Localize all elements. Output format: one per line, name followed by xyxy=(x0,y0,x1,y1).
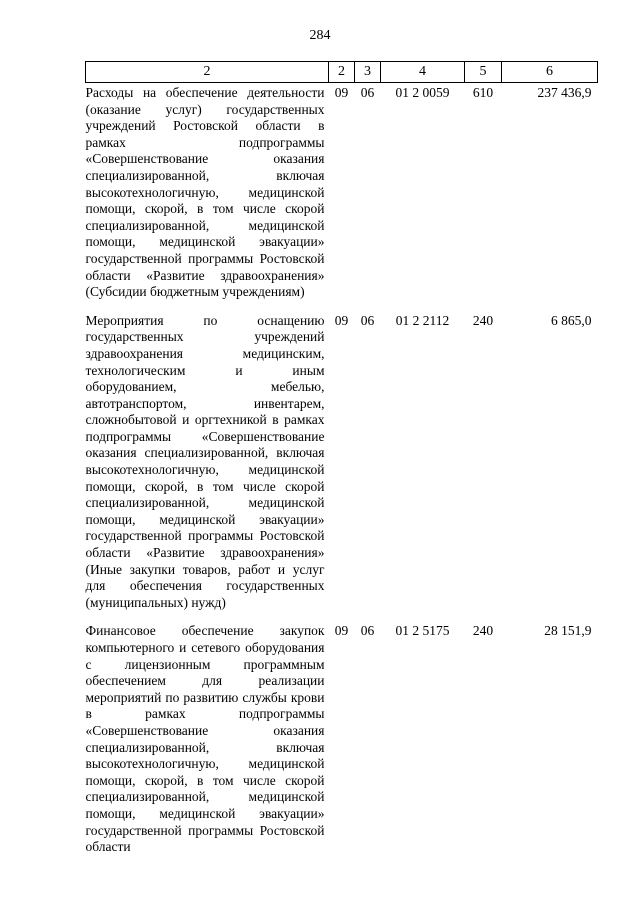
table-row xyxy=(86,83,598,303)
page-number: 284 xyxy=(309,28,331,43)
table-row xyxy=(86,311,598,614)
row-csr: 01 2 5175 xyxy=(395,623,450,639)
row-amount: 28 151,9 xyxy=(544,623,592,639)
row-description: Расходы на обеспечение деятельности (оказание услуг) государственных учреждений Ростовской области в рамках подпрограммы «Совершенствование оказания специализированной, включая высокотехнологичную, медицинской помощи, скорой, в том числе скорой специализированной, медицинской помощи, медицинской эвакуации» государственной программы Ростовской области «Развитие здравоохранения» (Субсидии бюджетным учреждениям) xyxy=(85,85,325,300)
table-header-row xyxy=(86,62,598,83)
header-col-description: 2 xyxy=(86,62,329,83)
row-vr: 240 xyxy=(472,312,494,328)
header-col-rz: 2 xyxy=(329,62,355,83)
row-amount: 237 436,9 xyxy=(537,85,592,100)
row-spacer xyxy=(86,303,598,311)
row-csr: 01 2 2112 xyxy=(395,312,450,328)
row-description: Мероприятия по оснащению государственных учреждений здравоохранения медицинским, технологическим и иным оборудованием, мебелью, автотранспортом, инвентарем, сложнобытовой и оргтехникой в рамках подпрограммы «Совершенствование оказания специализированной, включая высокотехнологичную, медицинской помощи, скорой, в том числе скорой специализированной, медицинской помощи, медицинской эвакуации» государственной программы Ростовской области «Развитие здравоохранения» (Иные закупки товаров, работ и услуг для обеспечения государственных (муниципальных) нужд) xyxy=(85,312,325,610)
row-rz: 09 xyxy=(334,85,349,100)
header-col-csr: 4 xyxy=(381,62,465,83)
row-description: Финансовое обеспечение закупок компьютерного и сетевого оборудования с лицензионным программным обеспечением для реализации мероприятий по развитию службы крови в рамках подпрограммы «Совершенствование оказания специализированной, включая высокотехнологичную, медицинской помощи, скорой, в том числе скорой специализированной, медицинской помощи, медицинской эвакуации» государственной программы Ростовской области xyxy=(85,623,325,855)
table-row xyxy=(86,621,598,857)
row-csr: 01 2 0059 xyxy=(395,85,450,100)
row-rz: 09 xyxy=(334,623,349,639)
header-col-amount: 6 xyxy=(502,62,598,83)
row-rz: 09 xyxy=(334,312,349,328)
header-col-vr: 5 xyxy=(465,62,502,83)
row-pr: 06 xyxy=(360,623,375,639)
row-amount: 6 865,0 xyxy=(551,312,592,328)
row-vr: 240 xyxy=(472,623,494,639)
header-col-pr: 3 xyxy=(355,62,381,83)
row-vr: 610 xyxy=(472,85,494,100)
row-spacer xyxy=(86,613,598,621)
budget-table xyxy=(85,61,598,858)
row-pr: 06 xyxy=(360,85,375,100)
row-pr: 06 xyxy=(360,312,375,328)
